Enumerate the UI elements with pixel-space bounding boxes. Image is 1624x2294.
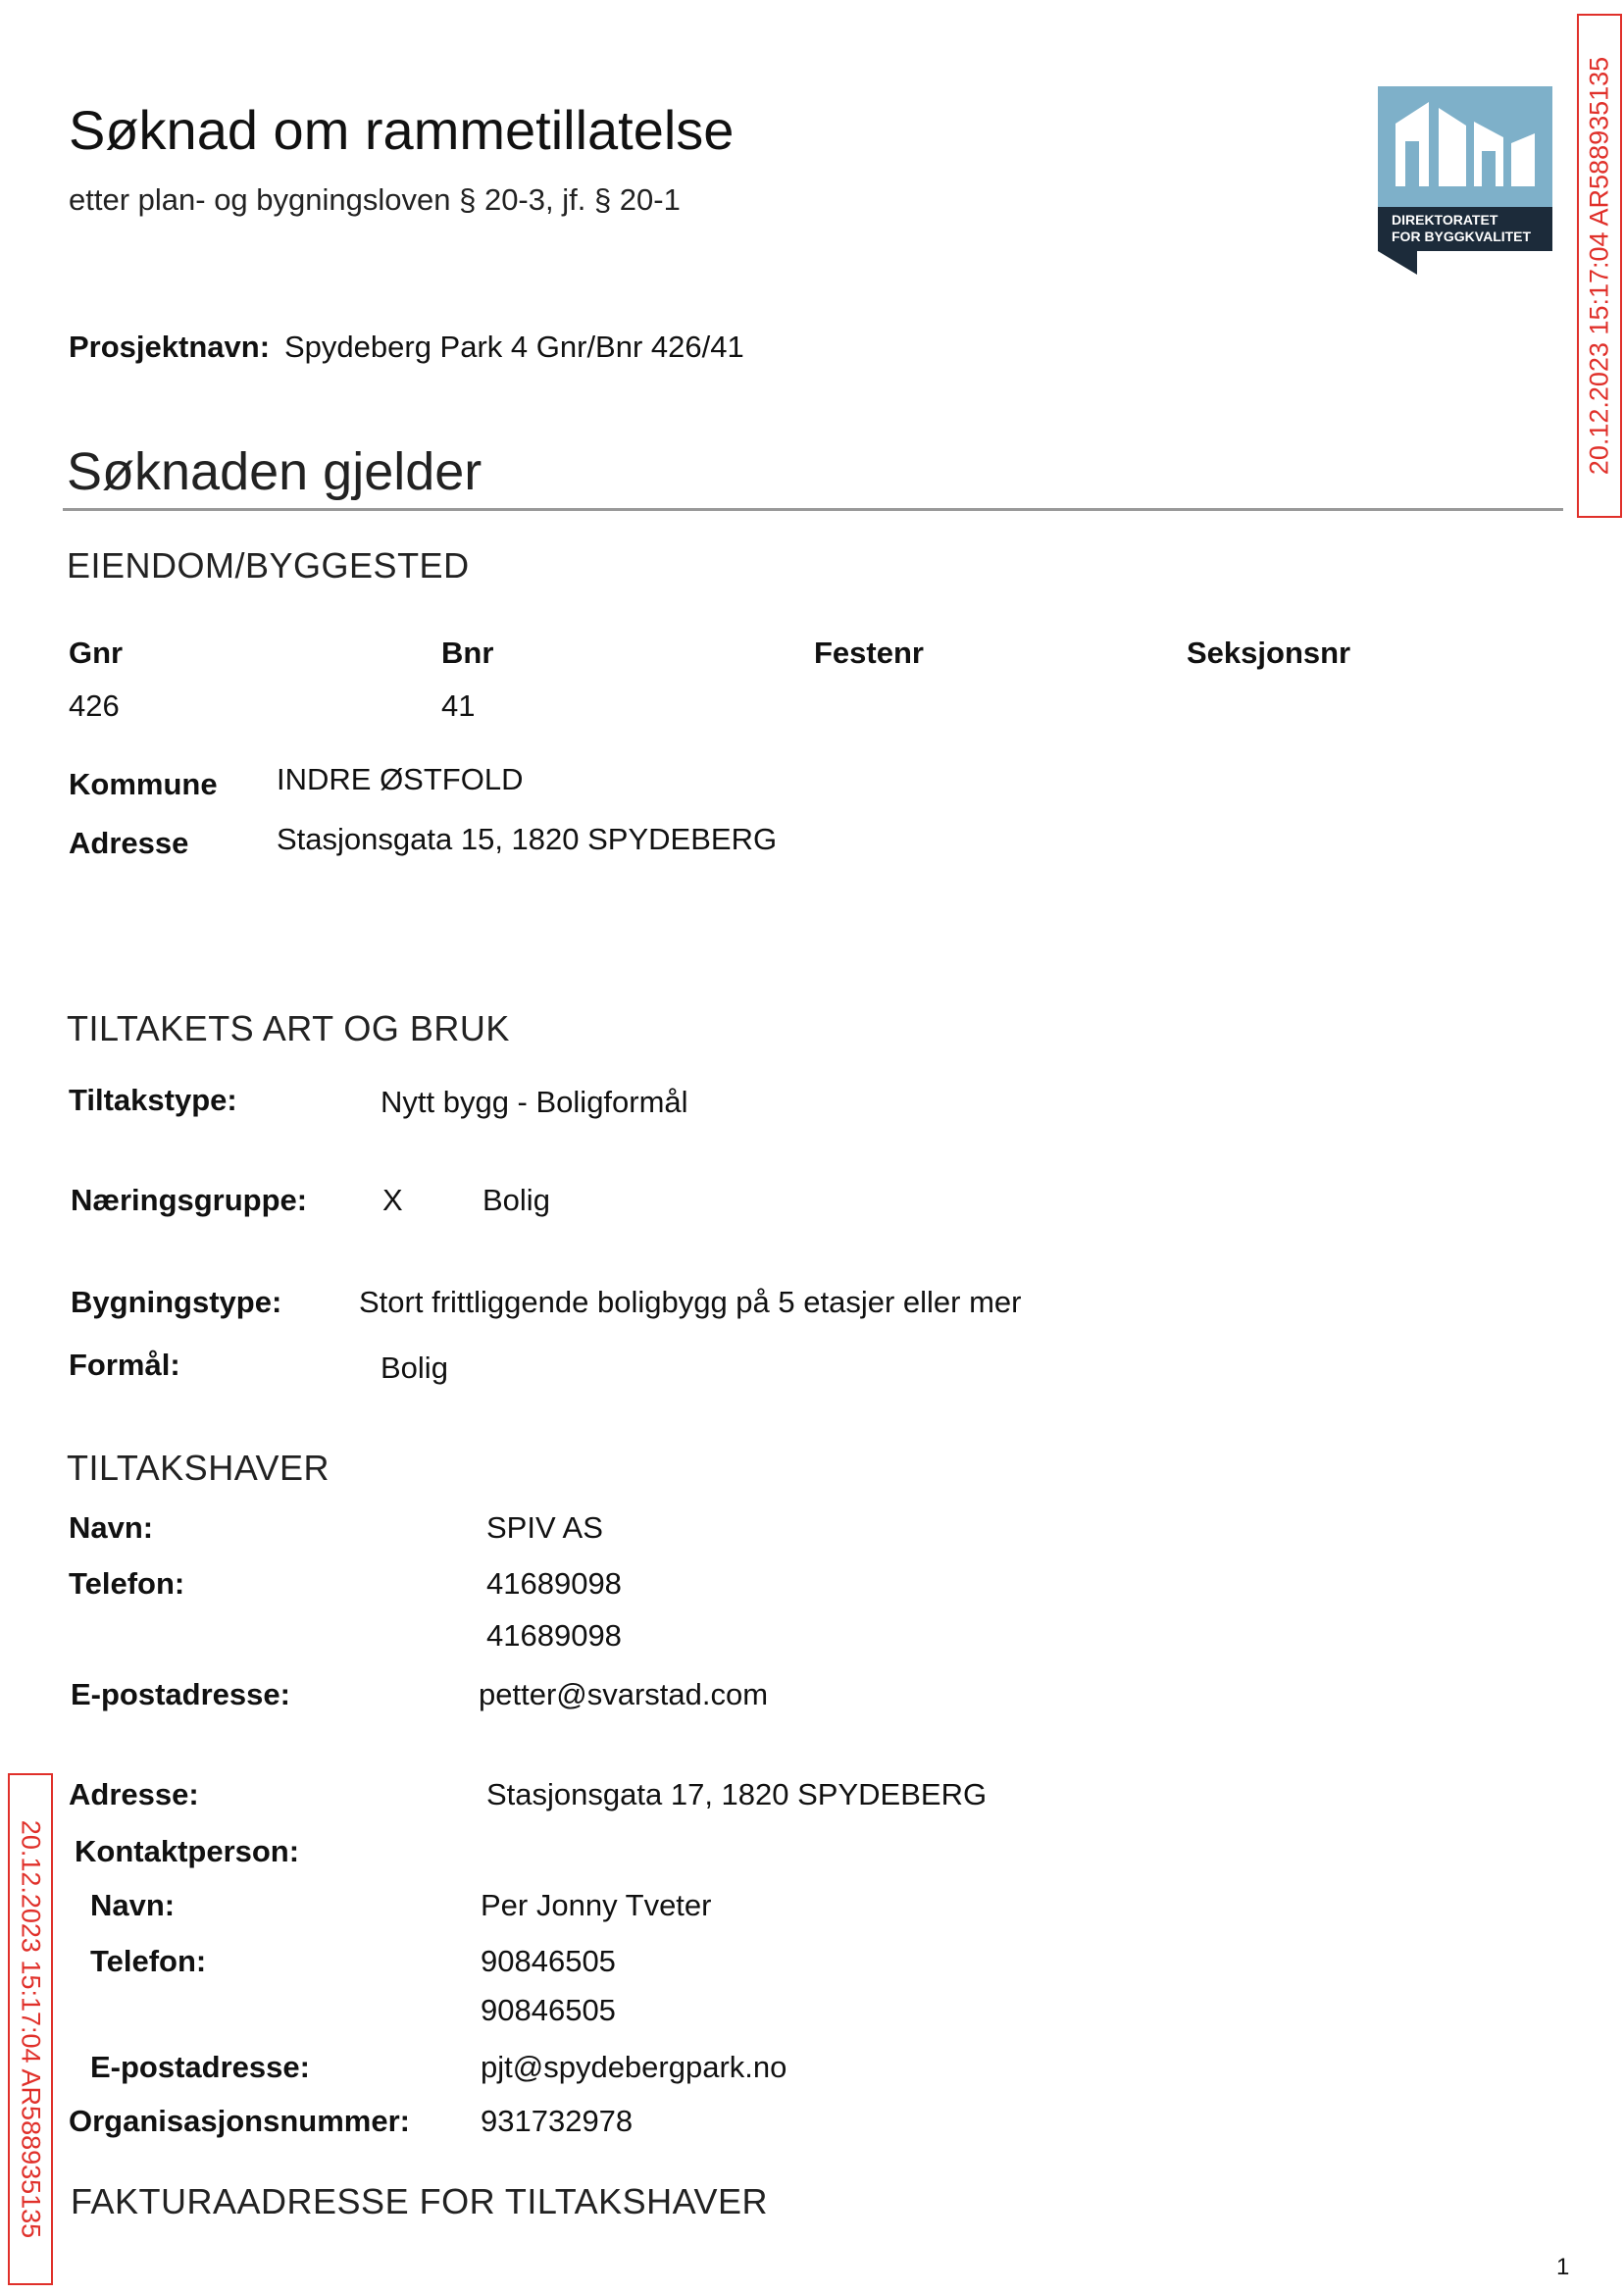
kontakt-navn-value: Per Jonny Tveter (481, 1888, 712, 1922)
kontakt-navn-label: Navn: (90, 1888, 176, 1922)
telefon-value-1: 41689098 (486, 1566, 622, 1601)
page-number: 1 (1556, 2254, 1570, 2280)
col-festenr-header: Festenr (814, 636, 924, 670)
timestamp-stamp-top (1577, 14, 1622, 518)
kontakt-telefon-label: Telefon: (90, 1944, 207, 1978)
tiltakstype-value: Nytt bygg - Boligformål (381, 1085, 688, 1119)
tiltakshaver-adresse-label: Adresse: (69, 1777, 199, 1811)
gnr-value: 426 (69, 688, 120, 723)
faktura-heading: FAKTURAADRESSE FOR TILTAKSHAVER (71, 2181, 768, 2221)
heading-divider (63, 508, 1563, 511)
kontakt-telefon-value-1: 90846505 (481, 1944, 616, 1978)
kontaktperson-label: Kontaktperson: (75, 1834, 300, 1868)
tiltakstype-label: Tiltakstype: (69, 1083, 237, 1117)
main-heading: Søknaden gjelder (67, 442, 482, 501)
project-value: Spydeberg Park 4 Gnr/Bnr 426/41 (284, 330, 744, 364)
kontakt-telefon-value-2: 90846505 (481, 1993, 616, 2027)
stamp-text-bottom: 20.12.2023 15:17:04 AR588935135 (16, 1819, 46, 2239)
stamp-text-top: 20.12.2023 15:17:04 AR588935135 (1584, 56, 1614, 476)
kommune-value: INDRE ØSTFOLD (277, 762, 524, 796)
navn-label: Navn: (69, 1510, 154, 1545)
naeringsgruppe-code: X (382, 1183, 403, 1217)
kontakt-epost-value: pjt@spydebergpark.no (481, 2050, 787, 2084)
bygningstype-value: Stort frittliggende boligbygg på 5 etasjer eller mer (359, 1285, 1022, 1319)
navn-value: SPIV AS (486, 1510, 603, 1545)
formal-value: Bolig (381, 1351, 448, 1385)
naeringsgruppe-value: Bolig (482, 1183, 550, 1217)
adresse-value: Stasjonsgata 15, 1820 SPYDEBERG (277, 822, 778, 856)
document-title: Søknad om rammetillatelse (69, 99, 735, 161)
adresse-label: Adresse (69, 826, 189, 860)
logo-text-line1: DIREKTORATET (1392, 212, 1498, 228)
telefon-value-2: 41689098 (486, 1618, 622, 1653)
orgnr-value: 931732978 (481, 2104, 634, 2138)
bygningstype-label: Bygningstype: (71, 1285, 282, 1319)
document-subtitle: etter plan- og bygningsloven § 20-3, jf. § 20-1 (69, 182, 681, 217)
telefon-label: Telefon: (69, 1566, 185, 1601)
tiltak-heading: TILTAKETS ART OG BRUK (67, 1008, 510, 1048)
epost-value: petter@svarstad.com (479, 1677, 769, 1711)
orgnr-label: Organisasjonsnummer: (69, 2104, 410, 2138)
tiltakshaver-adresse-value: Stasjonsgata 17, 1820 SPYDEBERG (486, 1777, 988, 1811)
formal-label: Formål: (69, 1348, 180, 1382)
col-gnr-header: Gnr (69, 636, 124, 670)
col-bnr-header: Bnr (441, 636, 494, 670)
timestamp-stamp-bottom (8, 1773, 53, 2285)
col-seksjonsnr-header: Seksjonsnr (1187, 636, 1351, 670)
kommune-label: Kommune (69, 767, 218, 801)
dibk-logo (1378, 86, 1552, 275)
dibk-logo-graphic (1378, 86, 1552, 275)
bnr-value: 41 (441, 688, 476, 723)
epost-label: E-postadresse: (71, 1677, 290, 1711)
logo-text-line2: FOR BYGGKVALITET (1392, 229, 1532, 244)
project-label: Prosjektnavn: (69, 330, 271, 364)
tiltakshaver-heading: TILTAKSHAVER (67, 1448, 330, 1488)
naeringsgruppe-label: Næringsgruppe: (71, 1183, 308, 1217)
property-heading: EIENDOM/BYGGESTED (67, 545, 470, 586)
kontakt-epost-label: E-postadresse: (90, 2050, 310, 2084)
